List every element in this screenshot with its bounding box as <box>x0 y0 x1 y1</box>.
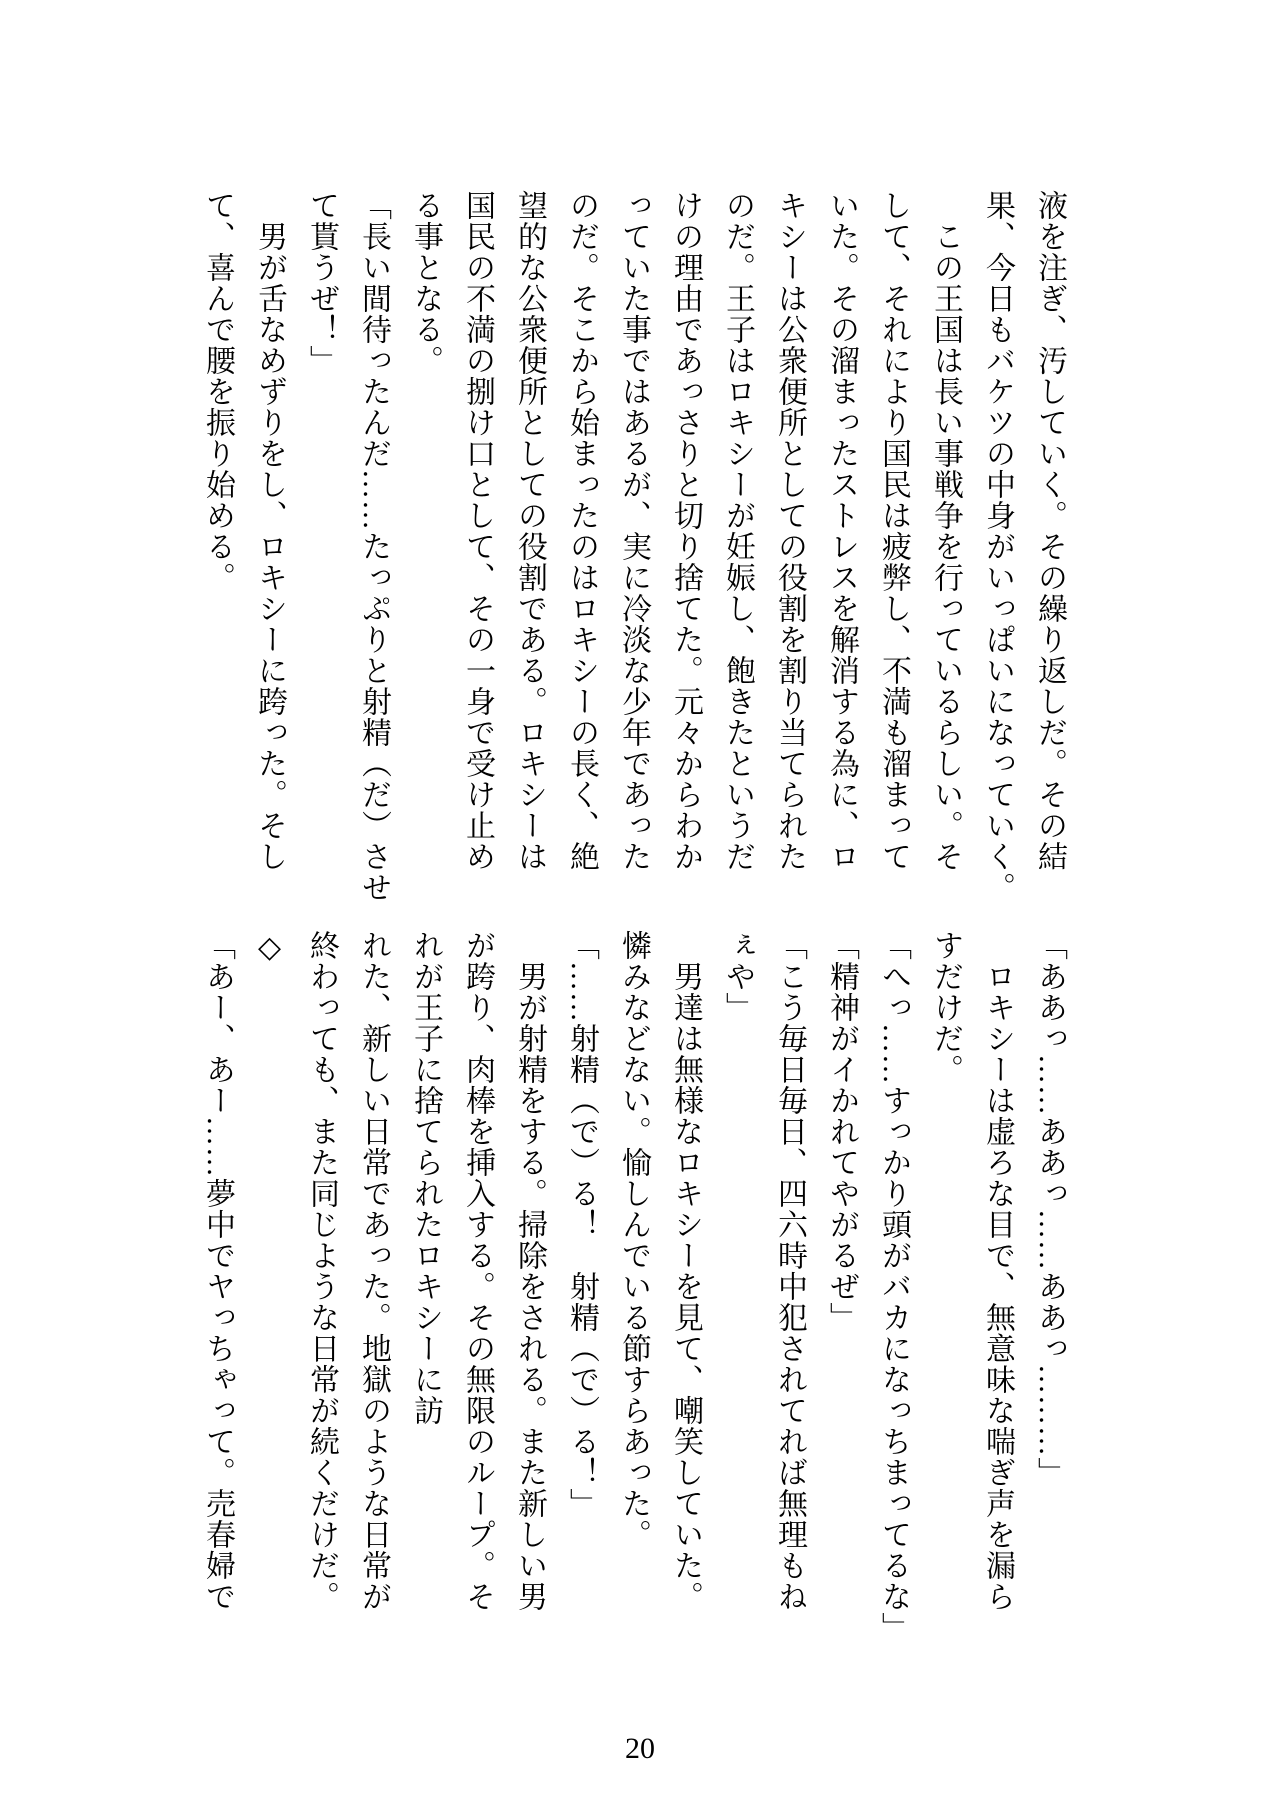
text-line: ぇや」 <box>721 930 754 1023</box>
text-line: キシーは公衆便所としての役割を割り当てられた <box>773 190 806 872</box>
text-line: 終わっても、また同じような日常が続くだけだ。 <box>305 930 338 1612</box>
upper-text-block <box>191 190 1075 903</box>
text-line: ロキシーは虚ろな目で、無意味な喘ぎ声を漏ら <box>981 930 1014 1612</box>
text-line: 「あー、あー……夢中でヤっちゃって。売春婦で <box>201 930 234 1612</box>
page-number: 20 <box>625 1732 655 1765</box>
text-line: 男が射精をする。掃除をされる。また新しい男 <box>513 930 546 1612</box>
text-line: 「ああっ……ああっ……ああっ………」 <box>1033 930 1066 1488</box>
scene-break-diamond: ◇ <box>253 930 286 966</box>
text-line: 「こう毎日毎日、四六時中犯されてれば無理もね <box>773 930 806 1612</box>
text-line: のだ。そこから始まったのはロキシーの長く、絶 <box>565 190 598 872</box>
text-line: 男達は無様なロキシーを見て、嘲笑していた。 <box>669 930 702 1612</box>
text-line: 「……射精（で）る！ 射精（で）る！」 <box>565 930 598 1519</box>
text-line: 「精神がイかれてやがるぜ」 <box>825 930 858 1333</box>
text-line: 国民の不満の捌け口として、その一身で受け止め <box>461 190 494 872</box>
text-line: が跨り、肉棒を挿入する。その無限のループ。そ <box>461 930 494 1612</box>
text-line: のだ。王子はロキシーが妊娠し、飽きたというだ <box>721 190 754 872</box>
text-line: 男が舌なめずりをし、ロキシーに跨った。そし <box>253 190 286 872</box>
text-line: て、喜んで腰を振り始める。 <box>201 190 234 593</box>
text-line: して、それにより国民は疲弊し、不満も溜まって <box>877 190 910 872</box>
text-line: れた、新しい日常であった。地獄のような日常が <box>357 930 390 1612</box>
text-line: 「へっ……すっかり頭がバカになっちまってるな」 <box>877 930 910 1643</box>
text-line: 「長い間待ったんだ……たっぷりと射精（だ）させ <box>357 190 390 903</box>
text-line: て貰うぜ！」 <box>305 190 338 376</box>
text-line: この王国は長い事戦争を行っているらしい。そ <box>929 190 962 872</box>
text-line: 液を注ぎ、汚していく。その繰り返しだ。その結 <box>1033 190 1066 872</box>
text-line: けの理由であっさりと切り捨てた。元々からわか <box>669 190 702 872</box>
text-line: れが王子に捨てられたロキシーに訪 <box>409 930 442 1426</box>
text-line: 憐みなどない。愉しんでいる節すらあった。 <box>617 930 650 1550</box>
text-line: 望的な公衆便所としての役割である。ロキシーは <box>513 190 546 872</box>
text-line: る事となる。 <box>409 190 442 376</box>
text-line: すだけだ。 <box>929 930 962 1085</box>
text-line: いた。その溜まったストレスを解消する為に、ロ <box>825 190 858 872</box>
lower-text-block <box>191 930 1075 1643</box>
text-line: 果、今日もバケツの中身がいっぱいになっていく。 <box>981 190 1014 903</box>
text-line: っていた事ではあるが、実に冷淡な少年であった <box>617 190 650 872</box>
